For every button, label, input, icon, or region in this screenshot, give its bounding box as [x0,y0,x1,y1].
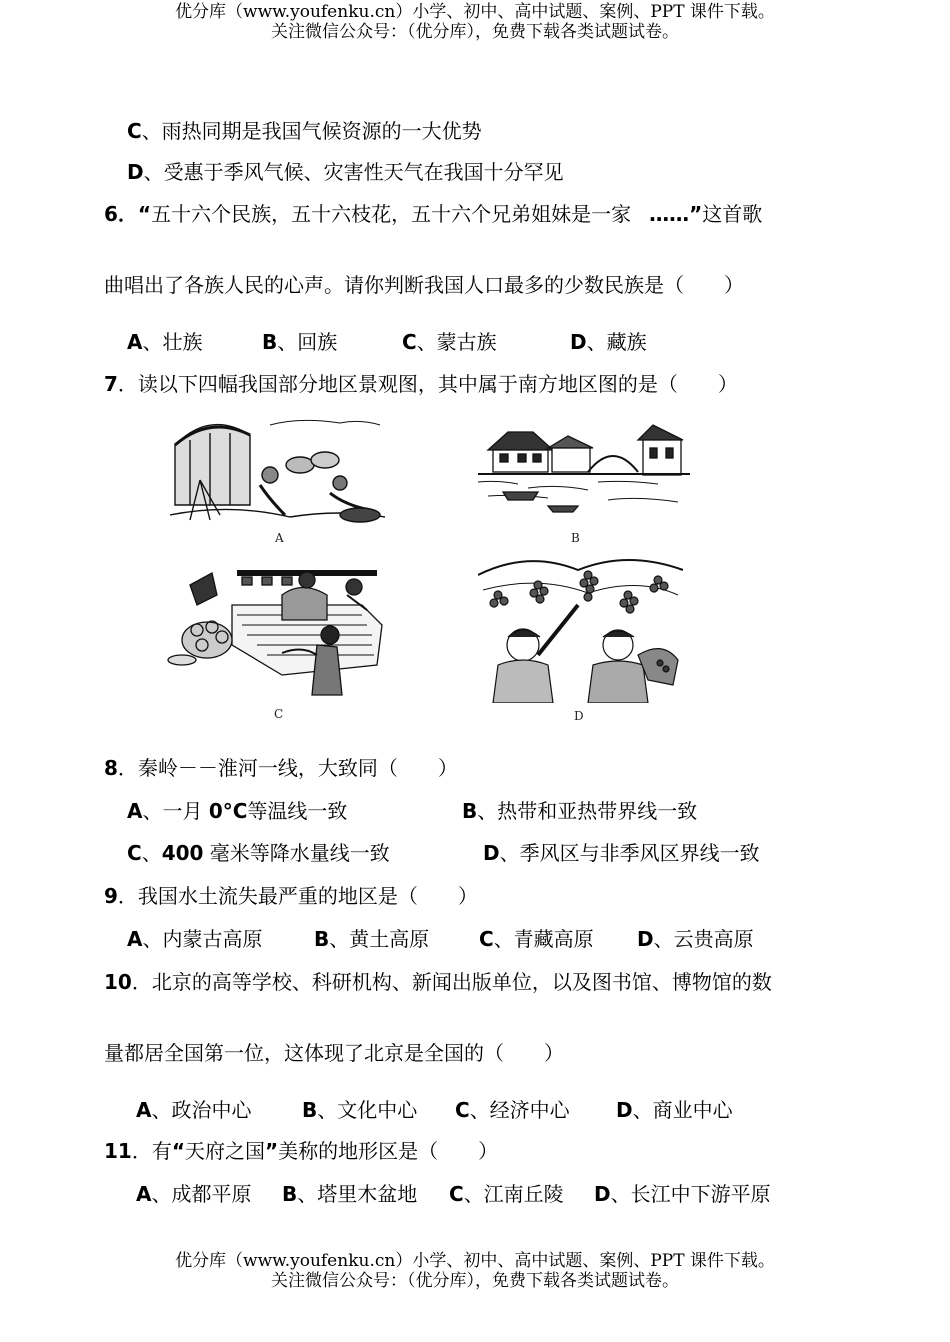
q8-stem: 8．秦岭－－淮河一线，大致同（ ） [104,756,458,780]
q6-stem-line1: 6．“五十六个民族，五十六枝花，五十六个兄弟姐妹是一家 ……”这首歌 [104,202,763,226]
q7-figure-c-label: C [274,707,284,721]
q8-option-b: B、热带和亚热带界线一致 [462,799,698,823]
q6-stem-line2: 曲唱出了各族人民的心声。请你判断我国人口最多的少数民族是（ ） [104,273,744,297]
q11-option-b: B、塔里木盆地 [282,1182,418,1206]
q5-option-d: D、受惠于季风气候、灾害性天气在我国十分罕见 [127,160,564,184]
q5-option-c: C、雨热同期是我国气候资源的一大优势 [127,119,482,143]
q10-option-d: D、商业中心 [616,1098,733,1122]
q8-option-a: A、一月 0°C等温线一致 [127,799,348,823]
q11-stem: 11．有“天府之国”美称的地形区是（ ） [104,1139,499,1163]
grape-harvest-icon [478,560,683,703]
q10-option-b: B、文化中心 [302,1098,418,1122]
q9-option-a: A、内蒙古高原 [127,927,263,951]
page-header-line2: 关注微信公众号：（优分库），免费下载各类试题试卷。 [271,22,679,42]
q10-option-c: C、经济中心 [455,1098,570,1122]
q7-figure-d [478,545,683,703]
q7-figure-a-label: A [275,531,284,545]
q8-option-d: D、季风区与非季风区界线一致 [483,841,760,865]
q7-figure-d-label: D [574,709,584,723]
q9-option-c: C、青藏高原 [479,927,594,951]
page-footer-line2: 关注微信公众号：（优分库），免费下载各类试题试卷。 [271,1271,679,1291]
q11-option-c: C、江南丘陵 [449,1182,564,1206]
water-town-icon [478,425,690,512]
page-footer-line1: 优分库（www.youfenku.cn）小学、初中、高中试题、案例、PPT 课件下载。 [175,1251,775,1271]
q7-figure-b-label: B [571,531,580,545]
q10-stem-line2: 量都居全国第一位，这体现了北京是全国的（ ） [104,1041,564,1065]
q7-figure-a [170,405,385,525]
q9-option-d: D、云贵高原 [637,927,754,951]
q7-stem: 7．读以下四幅我国部分地区景观图，其中属于南方地区图的是（ ） [104,372,738,396]
q11-option-a: A、成都平原 [136,1182,252,1206]
q9-stem: 9．我国水土流失最严重的地区是（ ） [104,884,478,908]
cave-dwelling-icon [168,572,382,695]
q10-option-a: A、政治中心 [136,1098,252,1122]
q10-stem-line1: 10．北京的高等学校、科研机构、新闻出版单位，以及图书馆、博物馆的数 [104,970,772,994]
q6-option-a: A、壮族 [127,330,203,354]
q6-option-b: B、回族 [262,330,338,354]
q6-option-d: D、藏族 [570,330,647,354]
q6-option-c: C、蒙古族 [402,330,497,354]
page-header-line1: 优分库（www.youfenku.cn）小学、初中、高中试题、案例、PPT 课件下载。 [175,2,775,22]
q7-figure-b [478,410,690,520]
q11-option-d: D、长江中下游平原 [594,1182,771,1206]
yurt-herders-icon [170,420,385,522]
q8-option-c: C、400 毫米等降水量线一致 [127,841,390,865]
q7-figure-c [162,565,394,700]
q9-option-b: B、黄土高原 [314,927,430,951]
